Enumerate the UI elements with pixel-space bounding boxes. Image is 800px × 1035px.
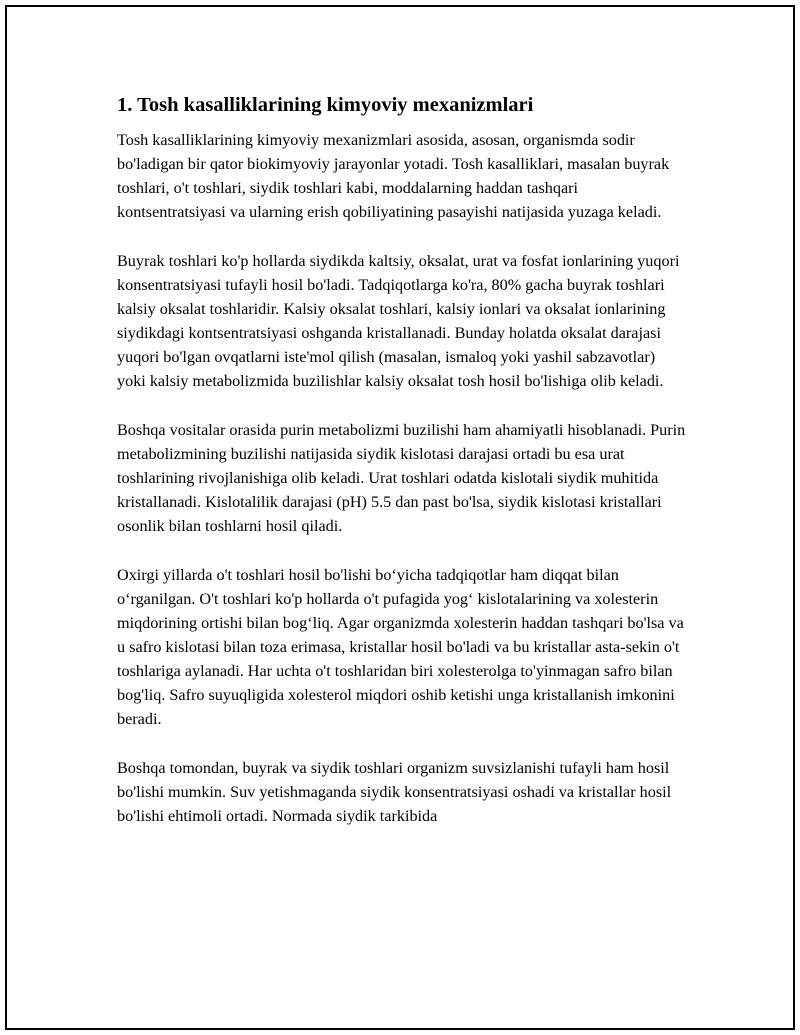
- paragraph-kidney-stones: Buyrak toshlari ko'p hollarda siydikda kaltsiy, oksalat, urat va fosfat ionlarining yuqori konsentratsiyasi tufayli hosil bo'ladi. Tadqiqotlarga ko'ra, 80% gacha buyrak toshlari kalsiy oksalat toshlaridir. Kalsiy oksalat toshlari, kalsiy ionlari va oksalat ionlarining siydikdagi kontsentratsiyasi oshganda kristallanadi. Bunday holatda oksalat darajasi yuqori bo'lgan ovqatlarni iste'mol qilish (masalan, ismaloq yoki yashil sabzavotlar) yoki kalsiy metabolizmida buzilishlar kalsiy oksalat tosh hosil bo'lishiga olib keladi.: [117, 252, 680, 390]
- section-heading: 1. Tosh kasalliklarining kimyoviy mexanizmlari: [117, 94, 534, 116]
- document-body: [117, 92, 687, 853]
- paragraph-intro: Tosh kasalliklarining kimyoviy mexanizmlari asosida, asosan, organismda sodir bo'ladigan bir qator biokimyoviy jarayonlar yotadi. Tosh kasalliklari, masalan buyrak toshlari, o't toshlari, siydik toshlari kabi, moddalarning haddan tashqari kontsentratsiyasi va ularning erish qobiliyatining pasayishi natijasida yuzaga keladi.: [117, 131, 670, 221]
- paragraph-purine-metabolism: Boshqa vositalar orasida purin metabolizmi buzilishi ham ahamiyatli hisoblanadi. Purin metabolizmining buzilishi natijasida siydik kislotasi darajasi ortadi bu esa urat toshlarining rivojlanishiga olib keladi. Urat toshlari odatda kislotali siydik muhitida kristallanadi. Kislotalilik darajasi (pH) 5.5 dan past bo'lsa, siydik kislotasi kristallari osonlik bilan toshlarni hosil qiladi.: [117, 421, 686, 535]
- paragraph-gallstones: Oxirgi yillarda o't toshlari hosil bo'lishi bo‘yicha tadqiqotlar ham diqqat bilan o‘rganilgan. O't toshlari ko'p hollarda o't pufagida yog‘ kislotalarining va xolesterin miqdorining ortishi bilan bog‘liq. Agar organizmda xolesterin haddan tashqari bo'lsa va u safro kislotasi bilan toza erimasa, kristallar hosil bo'ladi va bu kristallar asta-sekin o't toshlariga aylanadi. Har uchta o't toshlaridan biri xolesterolga to'yinmagan safro bilan bog'liq. Safro suyuqligida xolesterol miqdori oshib ketishi unga kristallanish imkonini beradi.: [117, 566, 684, 728]
- paragraph-dehydration: Boshqa tomondan, buyrak va siydik toshlari organizm suvsizlanishi tufayli ham hosil bo'lishi mumkin. Suv yetishmaganda siydik konsentratsiyasi oshadi va kristallar hosil bo'lishi ehtimoli ortadi. Normada siydik tarkibida: [117, 759, 672, 825]
